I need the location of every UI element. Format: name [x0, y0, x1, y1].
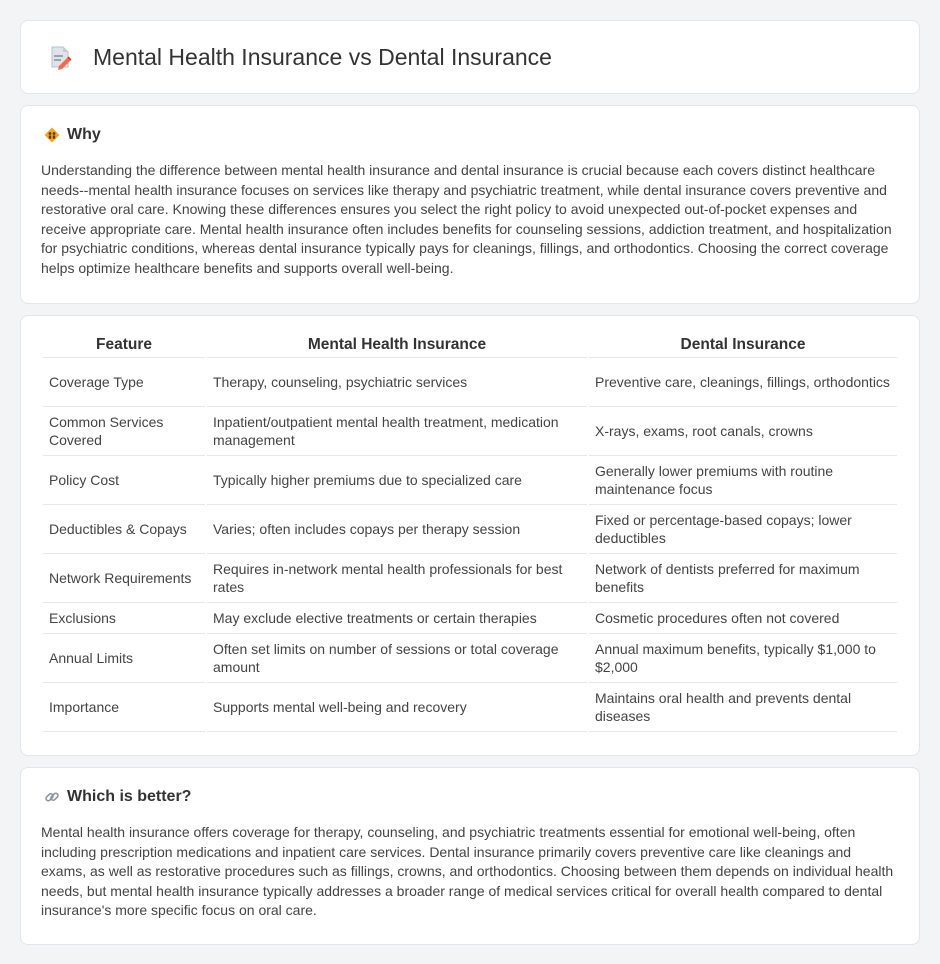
table-cell: Maintains oral health and prevents dental diseases	[589, 683, 897, 732]
table-row	[43, 634, 897, 683]
table-row	[43, 456, 897, 505]
table-row	[43, 505, 897, 554]
table-cell: Annual Limits	[43, 634, 205, 683]
table-cell: Fixed or percentage-based copays; lower deductibles	[589, 505, 897, 554]
table-cell: Cosmetic procedures often not covered	[589, 603, 897, 634]
table-cell: Often set limits on number of sessions or total coverage amount	[207, 634, 587, 683]
why-section	[20, 105, 920, 304]
table-cell: Common Services Covered	[43, 407, 205, 456]
why-text: Understanding the difference between mental health insurance and dental insurance is crucial because each covers distinct healthcare needs--mental health insurance focuses on services like therapy and psychiatric treatment, while dental insurance covers preventive and restorative oral care. Knowing these differences ensures you select the right policy to avoid unexpected out-of-pocket expenses and receive appropriate care. Mental health insurance often includes benefits for counseling sessions, addiction treatment, and hospitalization for psychiatric conditions, whereas dental insurance typically pays for cleanings, fillings, and orthodontics. Choosing the correct coverage helps optimize healthcare benefits and supports overall well-being.	[41, 162, 892, 276]
link-icon	[44, 789, 60, 805]
which-better-title: Which is better?	[67, 788, 192, 805]
table-cell: X-rays, exams, root canals, crowns	[589, 407, 897, 456]
which-better-section	[20, 767, 920, 945]
table-cell: Policy Cost	[43, 456, 205, 505]
table-header-dental: Dental Insurance	[589, 332, 897, 358]
table-cell: Network of dentists preferred for maximum benefits	[589, 554, 897, 603]
table-cell: Importance	[43, 683, 205, 732]
table-cell: Typically higher premiums due to specialized care	[207, 456, 587, 505]
why-title: Why	[67, 126, 101, 143]
table-cell: Deductibles & Copays	[43, 505, 205, 554]
diamond-people-icon	[44, 127, 60, 143]
table-header-feature: Feature	[43, 332, 205, 358]
table-row	[43, 603, 897, 634]
table-header-mental: Mental Health Insurance	[207, 332, 587, 358]
table-cell: Inpatient/outpatient mental health treatment, medication management	[207, 407, 587, 456]
table-cell: Requires in-network mental health professionals for best rates	[207, 554, 587, 603]
table-cell: Network Requirements	[43, 554, 205, 603]
table-row	[43, 407, 897, 456]
comparison-table-card	[20, 315, 920, 756]
header-card	[20, 20, 920, 94]
comparison-table	[41, 332, 899, 732]
table-cell: Preventive care, cleanings, fillings, orthodontics	[589, 358, 897, 407]
table-row	[43, 554, 897, 603]
table-cell: Exclusions	[43, 603, 205, 634]
which-better-text: Mental health insurance offers coverage for therapy, counseling, and psychiatric treatments essential for emotional well-being, often including prescription medications and inpatient care services. Dental insurance primarily covers preventive care like cleanings and exams, as well as restorative procedures such as fillings, crowns, and orthodontics. Choosing between them depends on individual health needs, but mental health insurance typically addresses a broader range of medical services critical for overall health compared to dental insurance's more specific focus on oral care.	[41, 824, 894, 918]
document-pencil-icon	[47, 44, 73, 70]
table-row	[43, 358, 897, 407]
table-cell: Varies; often includes copays per therapy session	[207, 505, 587, 554]
table-cell: May exclude elective treatments or certain therapies	[207, 603, 587, 634]
table-row	[43, 683, 897, 732]
table-cell: Coverage Type	[43, 358, 205, 407]
table-cell: Supports mental well-being and recovery	[207, 683, 587, 732]
table-cell: Therapy, counseling, psychiatric services	[207, 358, 587, 407]
table-cell: Annual maximum benefits, typically $1,000 to $2,000	[589, 634, 897, 683]
page-title: Mental Health Insurance vs Dental Insurance	[93, 43, 552, 70]
table-cell: Generally lower premiums with routine maintenance focus	[589, 456, 897, 505]
